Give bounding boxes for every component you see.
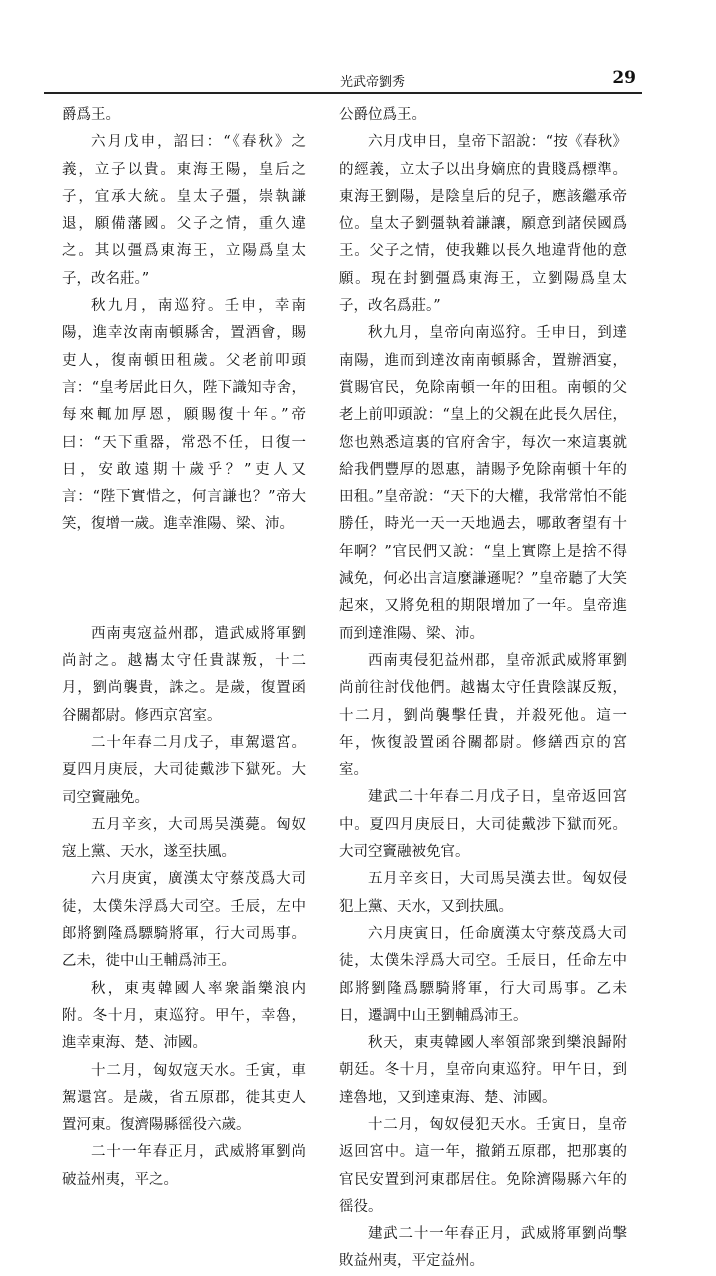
classical-text-column bbox=[62, 102, 306, 1194]
header-rule bbox=[44, 92, 642, 94]
running-title: 光武帝劉秀 bbox=[340, 75, 406, 90]
classical-paragraph: 六月戊申，詔曰：“《春秋》之義，立子以貴。東海王陽，皇后之子，宜承大統。皇太子彊，崇執謙退，願備藩國。父子之情，重久違之。其以彊爲東海王，立陽爲皇太子，改名莊。” bbox=[62, 134, 306, 287]
translation-text-column bbox=[339, 102, 627, 1276]
translation-paragraph: 秋天，東夷韓國人率領部衆到樂浪歸附朝廷。冬十月，皇帝向東巡狩。甲午日，到達魯地，又到達東海、楚、沛國。 bbox=[339, 1035, 627, 1106]
translation-paragraph: 秋九月，皇帝向南巡狩。壬申日，到達南陽，進而到達汝南南頓縣舍，置辦酒宴，賞賜官民，免除南頓一年的田租。南頓的父老上前叩頭說：“皇上的父親在此長久居住，您也熟悉這裏的官府舍宇，每次一來這裏就給我們豐厚的恩惠，請賜予免除南頓十年的田租。”皇帝說：“天下的大權，我常常怕不能勝任，時光一天一天地過去，哪敢奢望有十年啊？”官民們又說：“皇上實際上是捨不得減免，何必出言這麼謙遜呢？”皇帝聽了大笑起來，又將免租的期限增加了一年。皇帝進而到達淮陽、梁、沛。 bbox=[339, 325, 627, 642]
classical-paragraph: 西南夷寇益州郡，遣武威將軍劉尚討之。越巂太守任貴謀叛，十二月，劉尚襲貴，誅之。是歲，復置函谷關都尉。修西京宮室。 bbox=[62, 625, 306, 724]
translation-paragraph: 五月辛亥日，大司馬吴漢去世。匈奴侵犯上黨、天水，又到扶風。 bbox=[339, 871, 627, 915]
translation-paragraph: 西南夷侵犯益州郡，皇帝派武威將軍劉尚前往討伐他們。越巂太守任貴陰謀反叛，十二月，劉尚襲擊任貴，并殺死他。這一年，恢復設置函谷關都尉。修繕西京的宮室。 bbox=[339, 652, 627, 779]
translation-paragraph: 公爵位爲王。 bbox=[339, 107, 426, 123]
column-gap bbox=[62, 539, 306, 621]
running-header bbox=[44, 64, 644, 90]
classical-paragraph: 二十年春二月戊子，車駕還宮。夏四月庚辰，大司徒戴涉下獄死。大司空竇融免。 bbox=[62, 734, 306, 806]
classical-paragraph: 秋九月，南巡狩。壬申，幸南陽，進幸汝南南頓縣舍，置酒會，賜吏人，復南頓田租歲。父老前叩頭言：“皇考居此日久，陛下識知寺舍，每來輒加厚恩，願賜復十年。”帝曰：“天下重器，常恐不任，日復一日，安敢遠期十歲乎？”吏人又言：“陛下實惜之，何言謙也？”帝大笑，復增一歲。進幸淮陽、梁、沛。 bbox=[62, 298, 306, 533]
translation-paragraph: 十二月，匈奴侵犯天水。壬寅日，皇帝返回宮中。這一年，撤銷五原郡，把那裏的官民安置到河東郡居住。免除濟陽縣六年的徭役。 bbox=[339, 1116, 627, 1215]
classical-paragraph: 五月辛亥，大司馬吴漢薨。匈奴寇上黨、天水，遂至扶風。 bbox=[62, 816, 306, 861]
translation-paragraph: 建武二十一年春正月，武威將軍劉尚擊敗益州夷，平定益州。 bbox=[339, 1226, 627, 1270]
classical-paragraph: 六月庚寅，廣漢太守蔡茂爲大司徒，太僕朱浮爲大司空。壬辰，左中郎將劉隆爲驃騎將軍，行大司馬事。乙未，徙中山王輔爲沛王。 bbox=[62, 871, 306, 970]
translation-paragraph: 六月戊申日，皇帝下詔說：“按《春秋》的經義，立太子以出身嫡庶的貴賤爲標準。東海王劉陽，是陰皇后的兒子，應該繼承帝位。皇太子劉彊執着謙讓，願意到諸侯國爲王。父子之情，使我難以長久地違背他的意願。現在封劉彊爲東海王，立劉陽爲皇太子，改名爲莊。” bbox=[339, 134, 627, 315]
translation-paragraph: 建武二十年春二月戊子日，皇帝返回宮中。夏四月庚辰日，大司徒戴涉下獄而死。大司空竇融被免官。 bbox=[339, 789, 627, 861]
translation-paragraph: 六月庚寅日，任命廣漢太守蔡茂爲大司徒，太僕朱浮爲大司空。壬辰日，任命左中郎將劉隆爲驃騎將軍，行大司馬事。乙未日，遷調中山王劉輔爲沛王。 bbox=[339, 925, 627, 1024]
classical-paragraph: 爵爲王。 bbox=[62, 107, 120, 123]
page-number: 29 bbox=[612, 68, 636, 88]
classical-paragraph: 秋，東夷韓國人率衆詣樂浪内附。冬十月，東巡狩。甲午，幸魯，進幸東海、楚、沛國。 bbox=[62, 980, 306, 1052]
classical-paragraph: 二十一年春正月，武威將軍劉尚破益州夷，平之。 bbox=[62, 1144, 306, 1188]
classical-paragraph: 十二月，匈奴寇天水。壬寅，車駕還宮。是歲，省五原郡，徙其吏人置河東。復濟陽縣徭役六歲。 bbox=[62, 1062, 306, 1134]
